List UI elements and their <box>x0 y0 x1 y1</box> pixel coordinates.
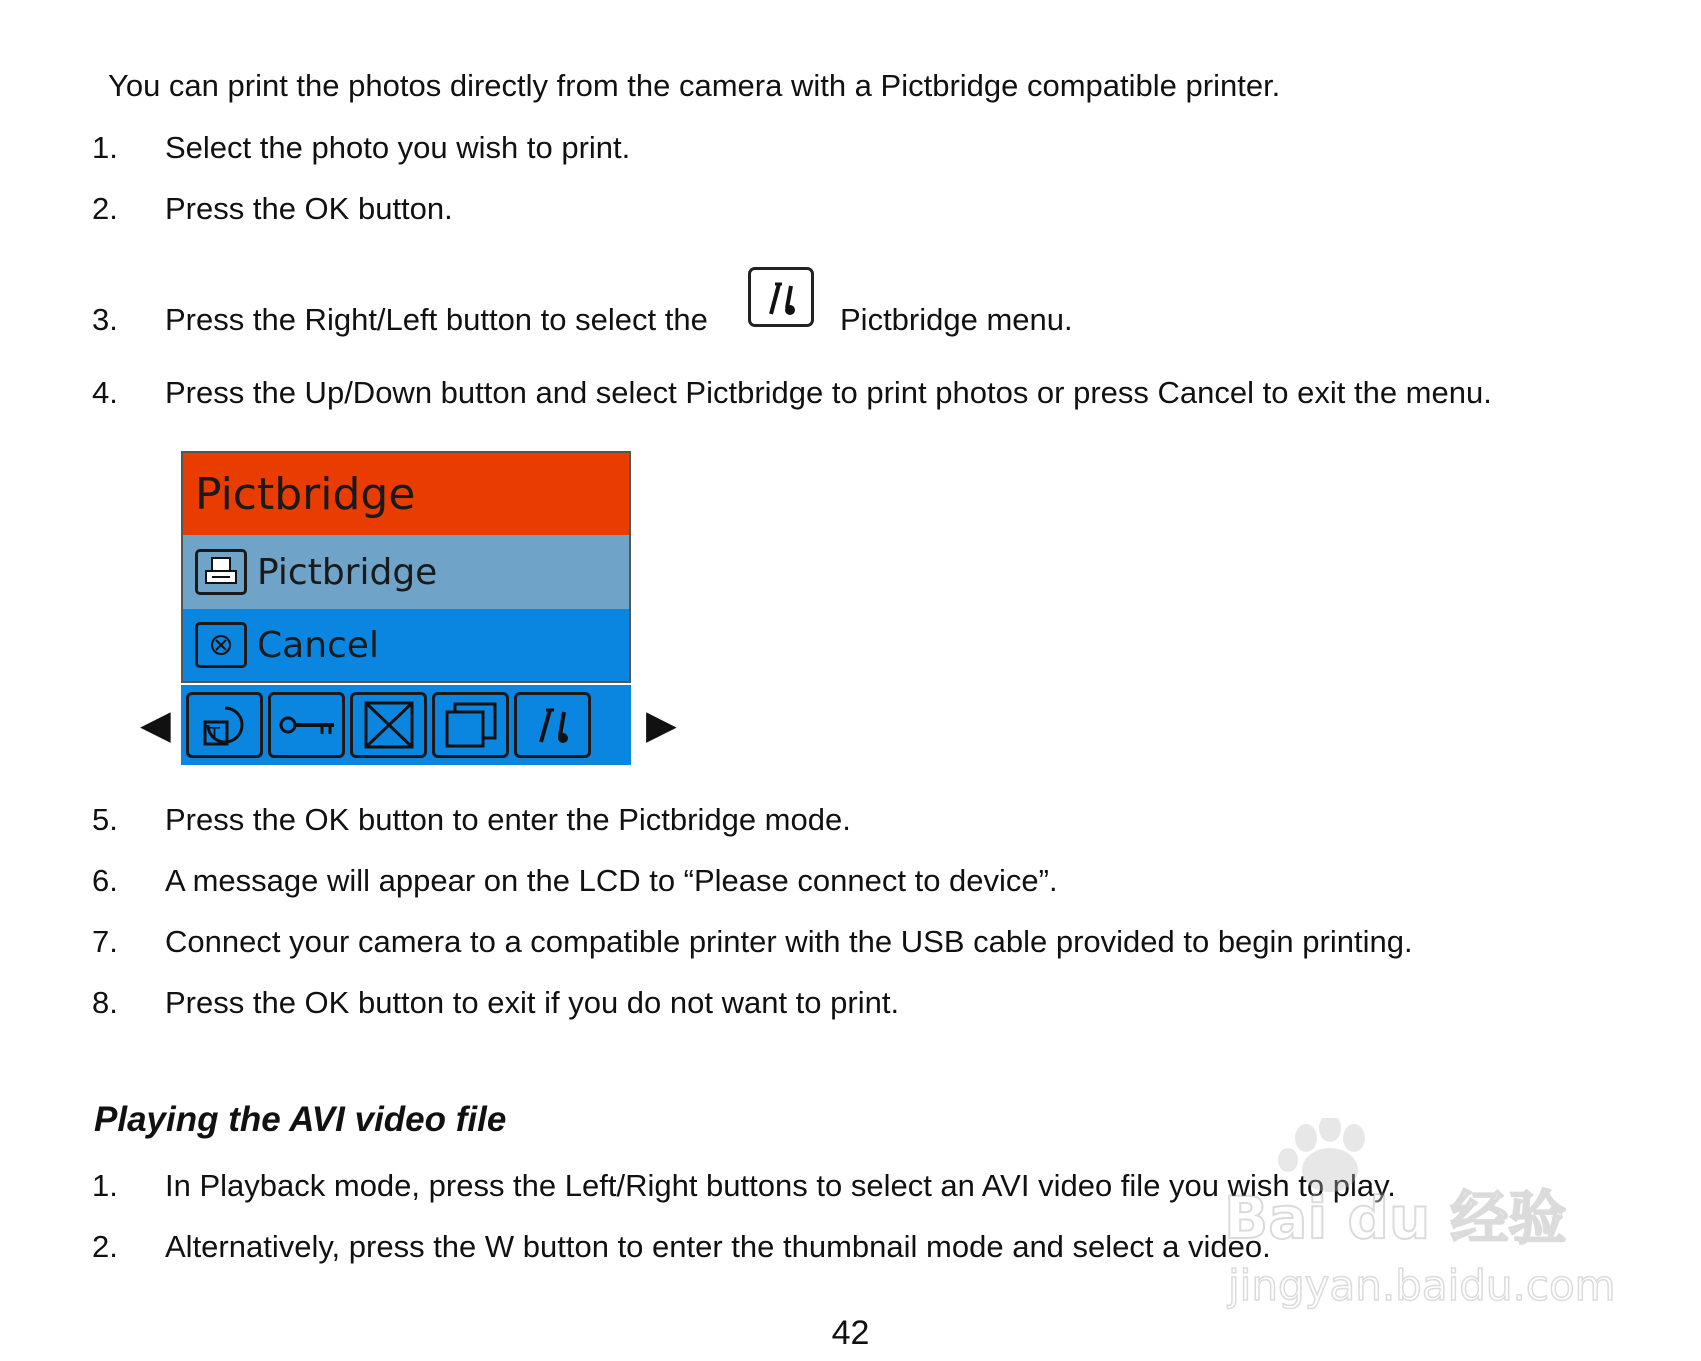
step-number: 6. <box>92 863 118 898</box>
cancel-icon <box>195 622 247 668</box>
watermark <box>1218 1118 1618 1318</box>
right-arrow-icon: ▶ <box>646 703 677 747</box>
step-number: 1. <box>92 130 118 165</box>
menu-item-label: Cancel <box>257 624 379 666</box>
printer-icon <box>195 549 247 595</box>
step-text: Press the Right/Left button to select the <box>165 302 708 337</box>
lcd-title: Pictbridge <box>181 451 631 535</box>
step-text: A message will appear on the LCD to “Please connect to device”. <box>165 863 1058 898</box>
section-heading: Playing the AVI video file <box>94 1100 507 1139</box>
key-icon[interactable] <box>268 692 345 758</box>
step-text: In Playback mode, press the Left/Right buttons to select an AVI video file you wish to play. <box>165 1168 1396 1203</box>
step-text: Press the OK button to enter the Pictbridge mode. <box>165 802 851 837</box>
watermark-url: jingyan.baidu.com <box>1228 1261 1616 1310</box>
menu-item-pictbridge[interactable] <box>181 535 631 609</box>
lcd-tab-bar <box>181 685 631 765</box>
step-number: 7. <box>92 924 118 959</box>
pictbridge-tab-icon[interactable] <box>514 692 591 758</box>
intro-text: You can print the photos directly from the camera with a Pictbridge compatible printer. <box>108 68 1281 103</box>
step-number: 5. <box>92 802 118 837</box>
copy-icon[interactable] <box>432 692 509 758</box>
watermark-brand: Bai du 经验 <box>1224 1184 1567 1252</box>
menu-item-label: Pictbridge <box>257 551 438 593</box>
step-text-after: Pictbridge menu. <box>840 302 1073 337</box>
step-text: Select the photo you wish to print. <box>165 130 631 165</box>
step-number: 1. <box>92 1168 118 1203</box>
delete-icon[interactable] <box>350 692 427 758</box>
pictbridge-icon <box>748 267 814 327</box>
step-number: 4. <box>92 375 118 410</box>
step-text: Connect your camera to a compatible printer with the USB cable provided to begin printing. <box>165 924 1413 959</box>
step-text: Press the OK button. <box>165 191 453 226</box>
step-text: Press the OK button to exit if you do not want to print. <box>165 985 900 1020</box>
step-number: 2. <box>92 191 118 226</box>
step-number: 3. <box>92 302 118 337</box>
step-number: 8. <box>92 985 118 1020</box>
page-number: 42 <box>831 1314 870 1352</box>
step-number: 2. <box>92 1229 118 1264</box>
svg-text:T: T <box>208 724 220 745</box>
step-text: Press the Up/Down button and select Pictbridge to print photos or press Cancel to exit the menu. <box>165 375 1492 410</box>
lcd-menu <box>181 451 631 765</box>
left-arrow-icon: ◀ <box>140 703 171 747</box>
menu-item-cancel[interactable] <box>181 609 631 683</box>
rotate-icon[interactable] <box>186 692 263 758</box>
step-text: Alternatively, press the W button to enter the thumbnail mode and select a video. <box>165 1229 1271 1264</box>
